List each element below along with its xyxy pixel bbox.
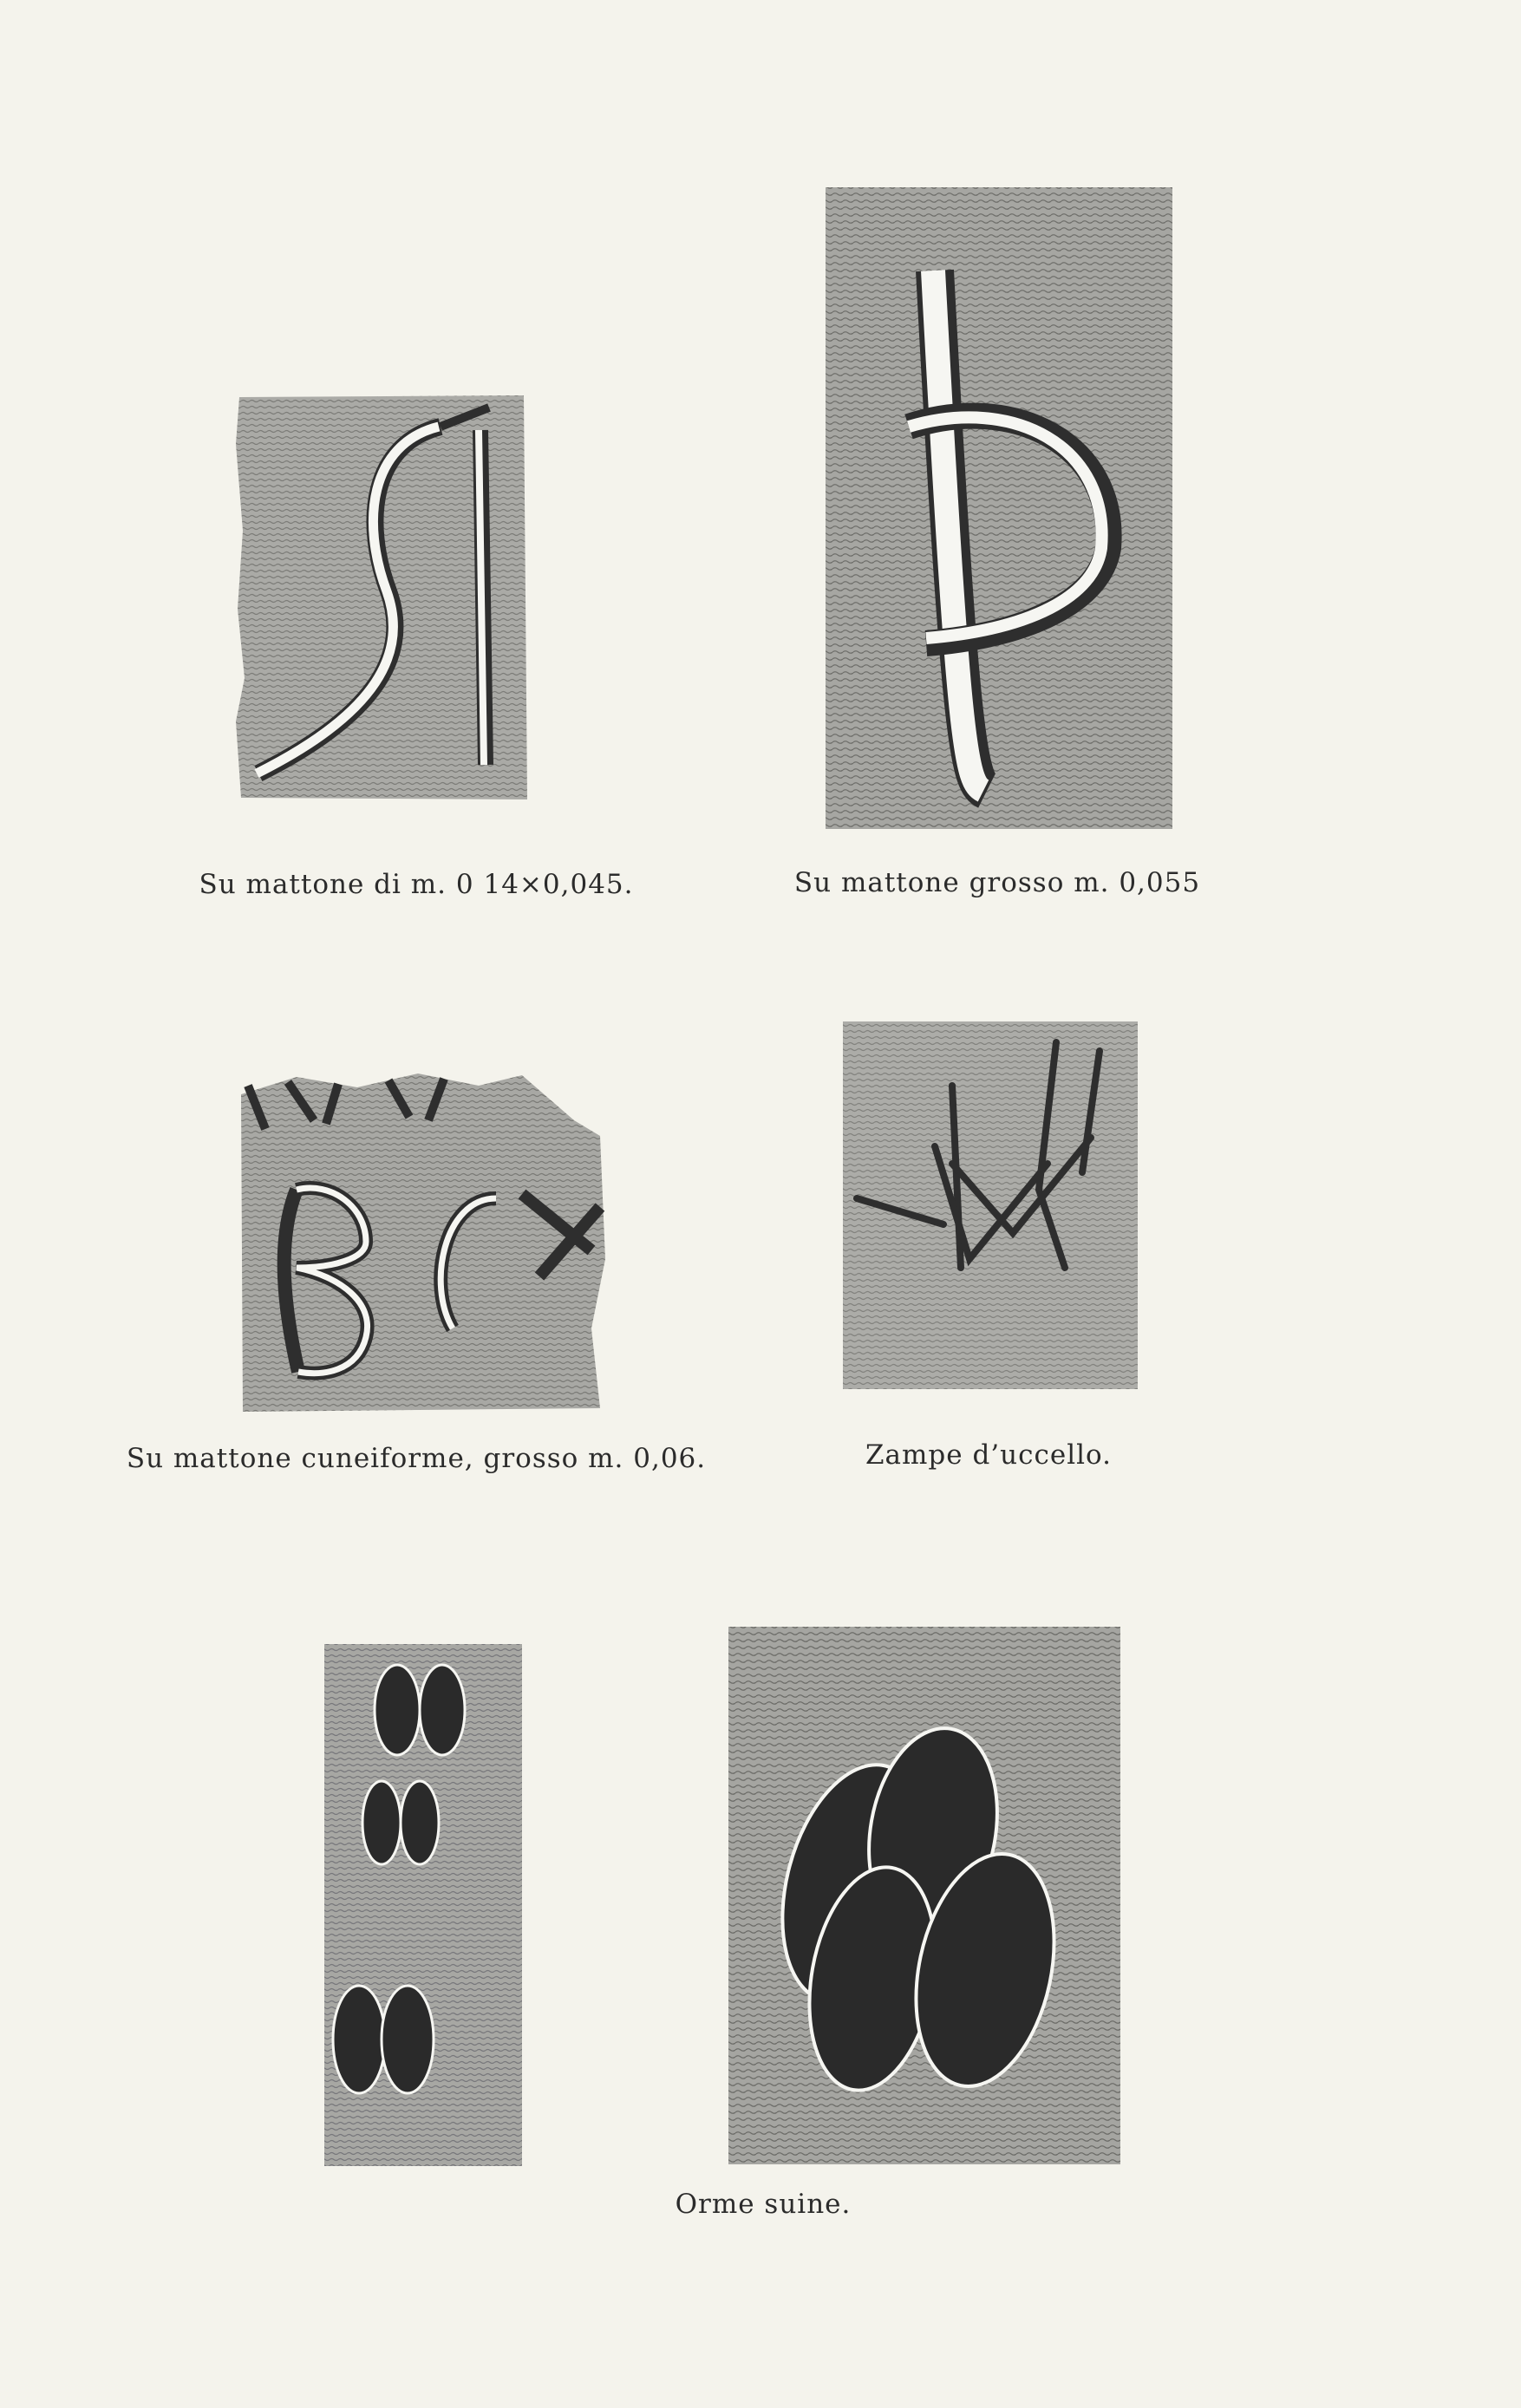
brick-rho-engraving (822, 184, 1176, 832)
caption-pig-prints: Orme suine. (675, 2189, 852, 2220)
figure-brick-wedge (236, 1068, 607, 1415)
caption-brick-wedge: Su mattone cuneiforme, grosso m. 0,06. (126, 1443, 707, 1474)
brick-wedge-engraving (236, 1068, 607, 1415)
pig-prints-large-engraving (725, 1623, 1124, 2168)
pig-prints-small-engraving (321, 1641, 525, 2170)
figure-brick-rho (822, 184, 1176, 832)
caption-brick-rho: Su mattone grosso m. 0,055 (793, 867, 1201, 898)
bird-feet-engraving (839, 1016, 1141, 1394)
brick-si-engraving (232, 392, 531, 801)
figure-pig-prints-small (321, 1641, 525, 2170)
figure-brick-si (232, 392, 531, 801)
figure-bird-feet (839, 1016, 1141, 1394)
caption-brick-si: Su mattone di m. 0 14×0,045. (199, 869, 634, 900)
caption-bird-feet: Zampe d’uccello. (865, 1439, 1112, 1471)
figure-pig-prints-large (725, 1623, 1124, 2168)
